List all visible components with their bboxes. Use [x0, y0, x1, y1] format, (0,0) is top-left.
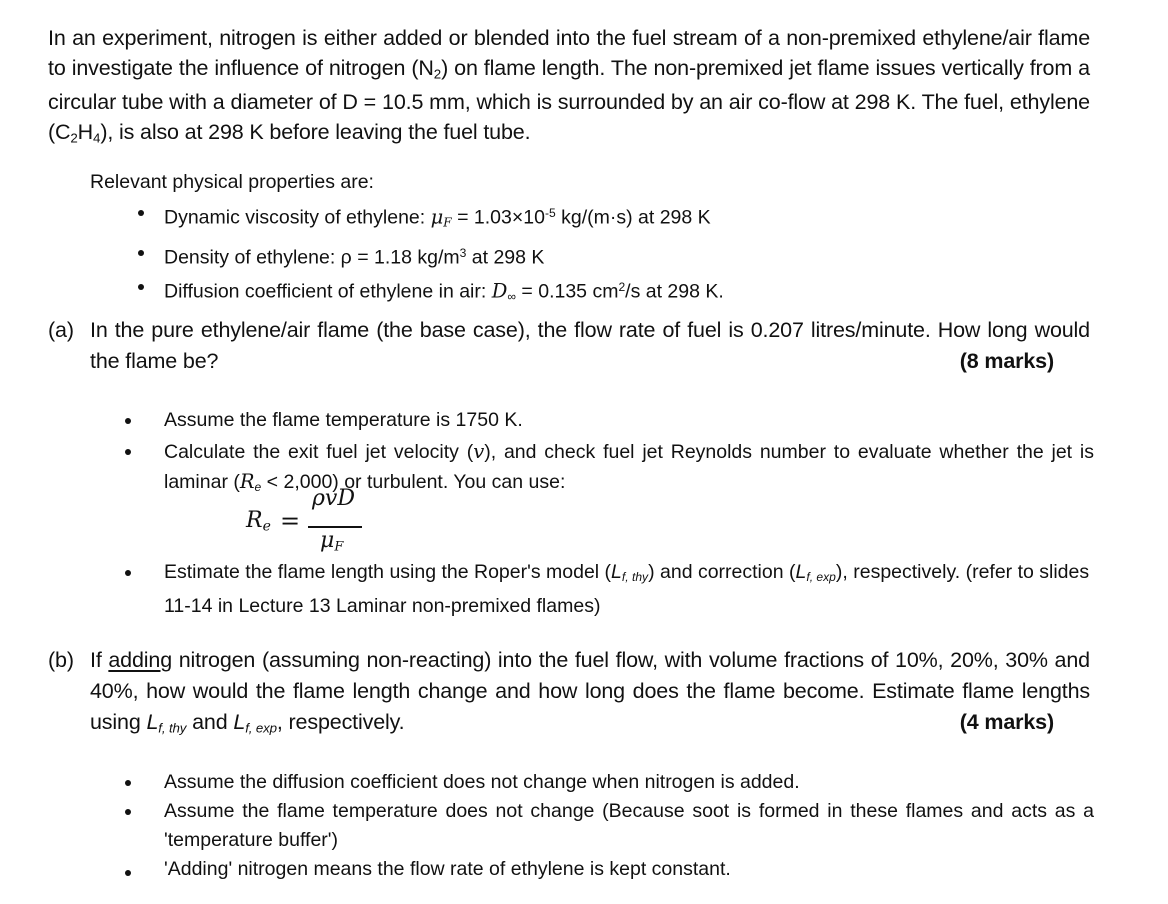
note-a-2-text-2: ), and check fuel jet Reynolds number to evaluate whether the jet is laminar (: [164, 441, 1094, 493]
question-a-notes-2: [164, 558, 1094, 621]
question-b-lf-exp: L: [233, 710, 246, 734]
question-b-text-1: If: [90, 648, 109, 672]
note-b-3-text: 'Adding' nitrogen means the flow rate of ethylene is kept constant.: [164, 858, 731, 880]
bullet-icon: [138, 210, 144, 216]
note-b-1: [164, 768, 1094, 797]
intro-text-3: ), is also at 298 K before leaving the fuel tube.: [100, 119, 531, 144]
bullet-icon: [125, 570, 131, 576]
question-a-label: (a): [48, 318, 74, 342]
question-b-lf-exp-sub: f, exp: [245, 720, 277, 736]
question-b-lf-thy: L: [146, 710, 159, 734]
diffusion-units: /s at 298 K.: [625, 280, 724, 303]
note-b-2: [164, 797, 1094, 855]
diffusion-symbol-sub: ∞: [507, 289, 516, 304]
note-a-3-text-1: Estimate the flame length using the Roper's model (: [164, 561, 612, 583]
intro-text-h: H: [77, 119, 94, 144]
question-a: [48, 315, 1098, 379]
reynolds-symbol: R: [239, 470, 255, 493]
viscosity-symbol-sub: F: [443, 215, 452, 230]
viscosity-units: kg/(m·s) at 298 K: [555, 206, 711, 229]
bullet-icon: [125, 449, 131, 455]
question-a-marks: (8 marks): [959, 349, 1054, 373]
note-b-3: [164, 855, 1094, 884]
viscosity-exponent: -5: [544, 206, 556, 220]
question-b-text-2: nitrogen (assuming non-reacting) into the fuel flow, with volume fractions of 10%, 20%, 30% and 40%, how would the flame length change and how long does the flame become. Estimate flame lengths using: [90, 648, 1090, 734]
formula-denominator-symbol: μ: [320, 528, 335, 553]
bullet-icon: [125, 809, 131, 815]
bullet-icon: [138, 284, 144, 290]
formula-lhs-sub: e: [262, 518, 271, 535]
note-a-3-text-3: ), respectively. (refer to slides 11-14 in Lecture 13 Laminar non-premixed flames): [164, 561, 1090, 618]
intro-text-2: ) on flame length. The non-premixed jet flame issues vertically from a circular tube with a diameter of D = 10.5 mm, which is surrounded by an air co-flow at 298 K. The fuel, ethylene (C: [48, 55, 1090, 144]
viscosity-symbol: μ: [430, 205, 444, 229]
question-b: [48, 645, 1098, 741]
diffusion-symbol: D: [491, 279, 508, 303]
bullet-icon: [125, 870, 131, 876]
reynolds-symbol-sub: e: [254, 480, 262, 495]
question-b-lf-thy-sub: f, thy: [158, 720, 187, 736]
viscosity-value: = 1.03×10: [451, 206, 545, 229]
reynolds-formula: [246, 488, 366, 560]
lf-thy-sub: f, thy: [621, 570, 649, 585]
formula-denominator: [320, 528, 343, 554]
intro-sub-n2: 2: [433, 65, 442, 81]
property-density: [164, 238, 1064, 273]
note-a-2-text-3: < 2,000) or turbulent. You can use:: [261, 471, 566, 493]
note-a-3-text-2: ) and correction (: [648, 561, 796, 583]
lf-exp-sub: f, exp: [806, 570, 836, 585]
formula-lhs: [246, 508, 271, 535]
viscosity-label: Dynamic viscosity of ethylene:: [164, 206, 431, 229]
question-b-underlined: adding: [108, 648, 173, 672]
property-viscosity: [164, 198, 1064, 238]
question-a-text: In the pure ethylene/air flame (the base case), the flow rate of fuel is 0.207 litres/minute. How long would the flame be?: [90, 318, 1090, 373]
bullet-icon: [138, 250, 144, 256]
question-b-notes: [164, 768, 1094, 884]
formula-lhs-symbol: R: [246, 508, 263, 533]
note-b-1-text: Assume the diffusion coefficient does not change when nitrogen is added.: [164, 771, 800, 793]
lf-exp-symbol: L: [795, 561, 807, 583]
formula-denominator-sub: F: [334, 539, 344, 555]
question-b-label: (b): [48, 648, 74, 672]
intro-text-1: In an experiment, nitrogen is either added or blended into the fuel stream of a non-premixed ethylene/air flame to investigate the influence of nitrogen (N: [48, 26, 1090, 80]
note-a-1-text: Assume the flame temperature is 1750 K.: [164, 409, 523, 431]
density-exponent: 3: [459, 245, 467, 260]
diffusion-label: Diffusion coefficient of ethylene in air:: [164, 280, 492, 303]
properties-title: Relevant physical properties are:: [90, 171, 374, 193]
velocity-symbol: v: [473, 440, 485, 463]
diffusion-exponent: 2: [618, 280, 626, 295]
properties-list: [164, 198, 1064, 312]
property-diffusion: [164, 272, 1064, 312]
intro-paragraph: [48, 24, 1090, 153]
lf-thy-symbol: L: [611, 561, 622, 583]
note-b-2-text: Assume the flame temperature does not change (Because soot is formed in these flames and acts as a 'temperature buffer'): [164, 800, 1094, 851]
question-b-text-3: and: [186, 710, 234, 734]
formula-equals: =: [280, 507, 301, 535]
bullet-icon: [125, 780, 131, 786]
density-units: at 298 K: [466, 246, 545, 269]
note-a-1: [164, 406, 1094, 435]
question-b-marks: (4 marks): [959, 710, 1054, 734]
question-b-text-4: , respectively.: [276, 710, 405, 734]
diffusion-value: = 0.135 cm: [516, 280, 619, 303]
question-b-text: [90, 645, 1090, 743]
note-a-3: [164, 558, 1094, 621]
intro-sub-h4: 4: [93, 130, 101, 146]
formula-numerator: ρvD: [312, 486, 356, 511]
intro-sub-c2: 2: [70, 130, 78, 146]
density-label: Density of ethylene: ρ = 1.18 kg/m: [164, 246, 460, 269]
bullet-icon: [125, 418, 131, 424]
note-a-2-text-1: Calculate the exit fuel jet velocity (: [164, 441, 474, 463]
